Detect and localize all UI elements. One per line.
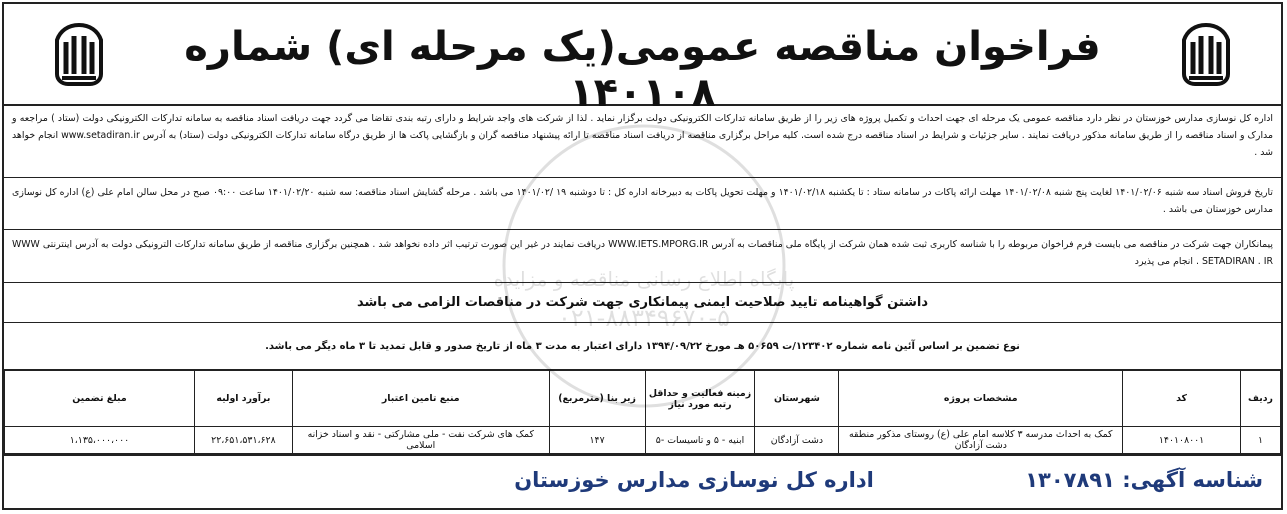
cell-activity-grade: ابنیه - ۵ و تاسیسات -۵ [645, 427, 755, 454]
cell-area: ۱۴۷ [549, 427, 645, 454]
dates-paragraph: تاریخ فروش اسناد سه شنبه ۱۴۰۱/۰۲/۰۶ لغایت پنج شنبه ۱۴۰۱/۰۲/۰۸ مهلت ارائه پاکات در سامانه ستاد : تا یکشنبه ۱۴۰۱/۰۲/۱۸ و مهلت تحویل پاکات به دبیرخانه اداره کل : تا دوشنبه ۱۹ /۱۴۰۱/۰۲ می باشد . مرحله گشایش اسناد مناقصه: سه شنبه ۱۴۰۱/۰۲/۲۰ ساعت ۰۹:۰۰ صبح در محل سالن امام علی (ع) اداره کل نوسازی مدارس خوزستان می باشد . [4, 178, 1281, 230]
notice-header [4, 4, 1281, 116]
registration-paragraph: پیمانکاران جهت شرکت در مناقصه می بایست فرم فراخوان مربوطه را با شناسه کاربری ثبت شده همان شرکت از پایگاه ملی مناقصات به آدرس WWW.IETS.MPORG.IR دریافت نمایند در غیر این صورت ترتیب اثر داده نخواهد شد . همچنین برگزاری مناقصه از طریق سامانه تدارکات الترونیکی دولت به آدرس اینترنتی WWW . SETADIRAN . IR انجام می پذیرد [4, 230, 1281, 283]
header-city: شهرستان [755, 371, 839, 427]
safety-requirement: داشتن گواهینامه تایید صلاحیت ایمنی پیمانکاری جهت شرکت در مناقصات الزامی می باشد [4, 283, 1281, 323]
notice-id: شناسه آگهی: ۱۳۰۷۸۹۱ [1025, 468, 1263, 492]
header-funding-source: منبع تامین اعتبار [292, 371, 549, 427]
header-row-number: ردیف [1241, 371, 1281, 427]
header-project-details: مشخصات پروژه [839, 371, 1123, 427]
notice-footer [4, 454, 1281, 512]
cell-city: دشت آزادگان [755, 427, 839, 454]
organization-emblem-icon [48, 22, 110, 88]
table-header-row [5, 371, 1281, 427]
header-initial-estimate: برآورد اولیه [194, 371, 292, 427]
cell-funding-source: کمک های شرکت نفت - ملی مشارکتی - نقد و اسناد خزانه اسلامی [292, 427, 549, 454]
cell-initial-estimate: ۲۲،۶۵۱،۵۳۱،۶۲۸ [194, 427, 292, 454]
header-area: زیر بنا (مترمربع) [549, 371, 645, 427]
header-activity-grade: زمینه فعالیت و حداقل رتبه مورد نیاز [645, 371, 755, 427]
organization-name: اداره کل نوسازی مدارس خوزستان [514, 468, 874, 492]
watermark-text: پایگاه اطلاع رسانی مناقصه و مزایده [493, 267, 795, 291]
intro-paragraph: اداره کل نوسازی مدارس خوزستان در نظر دارد مناقصه عمومی یک مرحله ای جهت احداث و تکمیل پروژه های زیر را از طریق سامانه تدارکات الکترونیکی دولت برگزار نماید . لذا از شرکت های واجد شرایط و دارای رتبه بندی تقاضا می گردد جهت دریافت اسناد مناقصه به سامانه تدارکات الکترونیکی دولت (ستاد ) مراجعه و مدارک و اسناد مناقصه را از طریق سامانه مذکور دریافت نمایند . سایر جزئیات و شرایط در اسناد مناقصه درج شده است. کلیه مراحل برگزاری مناقصه از دریافت اسناد مناقصه تا ارائه پیشنهاد مناقصه گران و بازگشایی پاکت ها از طریق درگاه سامانه تدارکات الکترونیکی دولت (ستاد) به آدرس www.setadiran.ir انجام خواهد شد . [4, 104, 1281, 178]
notice-title: فراخوان مناقصه عمومی(یک مرحله ای) شماره ۱۴۰۱۰۸ [184, 24, 1101, 116]
cell-code: ۱۴۰۱۰۸۰۰۱ [1123, 427, 1241, 454]
notice-frame [2, 2, 1283, 510]
watermark-phone: ۰۲۱-۸۸۳۴۹۶۷۰-۵ [557, 304, 731, 332]
cell-project-details: کمک به احداث مدرسه ۳ کلاسه امام علی (ع) روستای مذکور منطقه دشت آزادگان [839, 427, 1123, 454]
cell-guarantee-amount: ۱،۱۳۵،۰۰۰،۰۰۰ [5, 427, 195, 454]
table-row [5, 427, 1281, 454]
header-code: کد [1123, 371, 1241, 427]
organization-emblem-icon [1175, 22, 1237, 88]
guarantee-note: نوع تضمین بر اساس آئین نامه شماره ۱۲۳۴۰۲/ت ۵۰۶۵۹ هـ مورخ ۱۳۹۴/۰۹/۲۲ دارای اعتبار به مدت ۳ ماه از تاریخ صدور و قابل تمدید تا ۳ ماه دیگر می باشد. [4, 323, 1281, 370]
header-guarantee-amount: مبلغ تضمین [5, 371, 195, 427]
projects-table [4, 370, 1281, 454]
cell-row-number: ۱ [1241, 427, 1281, 454]
